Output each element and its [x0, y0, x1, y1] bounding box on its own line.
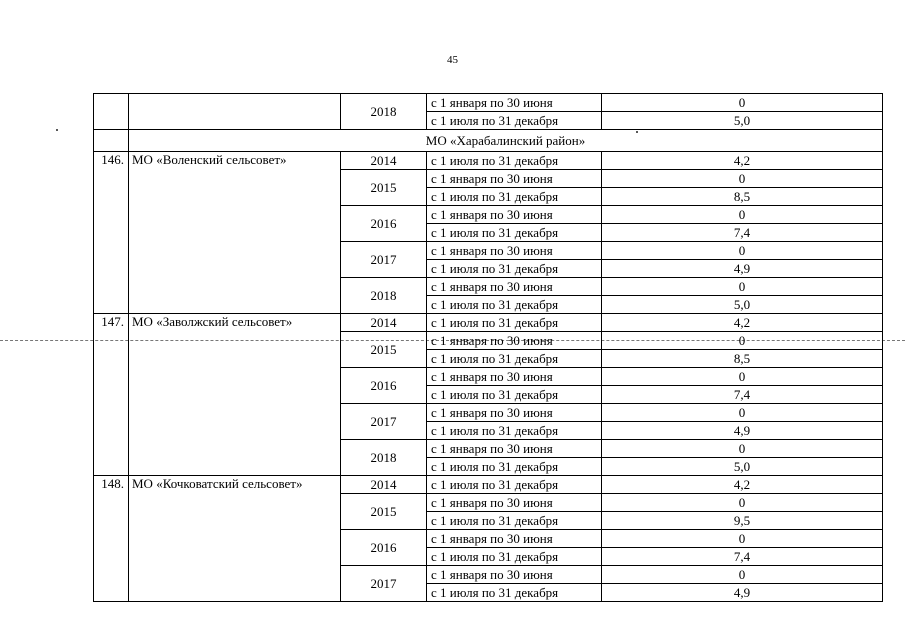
- period-cell: с 1 января по 30 июня: [427, 94, 602, 112]
- period-cell: с 1 июля по 31 декабря: [427, 112, 602, 130]
- value-cell: 0: [602, 368, 883, 386]
- year-cell: 2014: [341, 314, 427, 332]
- table-row: [94, 476, 883, 494]
- period-cell: с 1 января по 30 июня: [427, 530, 602, 548]
- region-header-row: [94, 130, 883, 152]
- period-cell: с 1 января по 30 июня: [427, 494, 602, 512]
- value-cell: 4,2: [602, 152, 883, 170]
- row-number-cell: [94, 130, 129, 152]
- year-cell: 2016: [341, 530, 427, 566]
- value-cell: 0: [602, 566, 883, 584]
- year-cell: 2017: [341, 404, 427, 440]
- period-cell: с 1 июля по 31 декабря: [427, 260, 602, 278]
- year-cell: 2014: [341, 152, 427, 170]
- value-cell: 4,9: [602, 584, 883, 602]
- row-number-cell: 147.: [94, 314, 129, 476]
- period-cell: с 1 июля по 31 декабря: [427, 314, 602, 332]
- municipality-name-cell: МО «Кочковатский сельсовет»: [129, 476, 341, 602]
- table-row: [94, 94, 883, 112]
- value-cell: 9,5: [602, 512, 883, 530]
- value-cell: 0: [602, 170, 883, 188]
- period-cell: с 1 июля по 31 декабря: [427, 386, 602, 404]
- row-number-cell: 146.: [94, 152, 129, 314]
- table-row: [94, 152, 883, 170]
- year-cell: 2018: [341, 278, 427, 314]
- value-cell: 0: [602, 404, 883, 422]
- value-cell: 0: [602, 242, 883, 260]
- value-cell: 0: [602, 206, 883, 224]
- period-cell: с 1 июля по 31 декабря: [427, 296, 602, 314]
- year-cell: 2017: [341, 566, 427, 602]
- page-number: 45: [447, 54, 458, 66]
- value-cell: 8,5: [602, 188, 883, 206]
- period-cell: с 1 января по 30 июня: [427, 368, 602, 386]
- value-cell: 4,2: [602, 476, 883, 494]
- year-cell: 2015: [341, 170, 427, 206]
- period-cell: с 1 июля по 31 декабря: [427, 224, 602, 242]
- scan-speck: [56, 129, 58, 131]
- table-row: [94, 314, 883, 332]
- row-number-cell: 148.: [94, 476, 129, 602]
- value-cell: 5,0: [602, 296, 883, 314]
- municipality-name-cell: [129, 94, 341, 130]
- tariff-table: [93, 93, 883, 602]
- year-cell: 2016: [341, 368, 427, 404]
- year-cell: 2018: [341, 440, 427, 476]
- year-cell: 2015: [341, 332, 427, 368]
- period-cell: с 1 июля по 31 декабря: [427, 188, 602, 206]
- period-cell: с 1 июля по 31 декабря: [427, 512, 602, 530]
- value-cell: 4,2: [602, 314, 883, 332]
- municipality-name-cell: МО «Воленский сельсовет»: [129, 152, 341, 314]
- period-cell: с 1 июля по 31 декабря: [427, 422, 602, 440]
- period-cell: с 1 января по 30 июня: [427, 332, 602, 350]
- period-cell: с 1 января по 30 июня: [427, 170, 602, 188]
- period-cell: с 1 июля по 31 декабря: [427, 350, 602, 368]
- period-cell: с 1 июля по 31 декабря: [427, 458, 602, 476]
- period-cell: с 1 января по 30 июня: [427, 242, 602, 260]
- period-cell: с 1 января по 30 июня: [427, 278, 602, 296]
- year-cell: 2015: [341, 494, 427, 530]
- value-cell: 0: [602, 494, 883, 512]
- value-cell: 7,4: [602, 386, 883, 404]
- year-cell: 2017: [341, 242, 427, 278]
- row-number-cell: [94, 94, 129, 130]
- year-cell: 2016: [341, 206, 427, 242]
- period-cell: с 1 января по 30 июня: [427, 566, 602, 584]
- period-cell: с 1 января по 30 июня: [427, 206, 602, 224]
- value-cell: 0: [602, 440, 883, 458]
- value-cell: 0: [602, 332, 883, 350]
- value-cell: 0: [602, 278, 883, 296]
- period-cell: с 1 января по 30 июня: [427, 404, 602, 422]
- value-cell: 8,5: [602, 350, 883, 368]
- period-cell: с 1 июля по 31 декабря: [427, 476, 602, 494]
- period-cell: с 1 июля по 31 декабря: [427, 584, 602, 602]
- value-cell: 0: [602, 530, 883, 548]
- year-cell: 2014: [341, 476, 427, 494]
- period-cell: с 1 июля по 31 декабря: [427, 548, 602, 566]
- municipality-name-cell: МО «Заволжский сельсовет»: [129, 314, 341, 476]
- value-cell: 7,4: [602, 548, 883, 566]
- period-cell: с 1 июля по 31 декабря: [427, 152, 602, 170]
- value-cell: 5,0: [602, 458, 883, 476]
- value-cell: 4,9: [602, 260, 883, 278]
- year-cell: 2018: [341, 94, 427, 130]
- value-cell: 7,4: [602, 224, 883, 242]
- value-cell: 5,0: [602, 112, 883, 130]
- value-cell: 0: [602, 94, 883, 112]
- period-cell: с 1 января по 30 июня: [427, 440, 602, 458]
- value-cell: 4,9: [602, 422, 883, 440]
- region-title: МО «Харабалинский район»: [129, 130, 883, 152]
